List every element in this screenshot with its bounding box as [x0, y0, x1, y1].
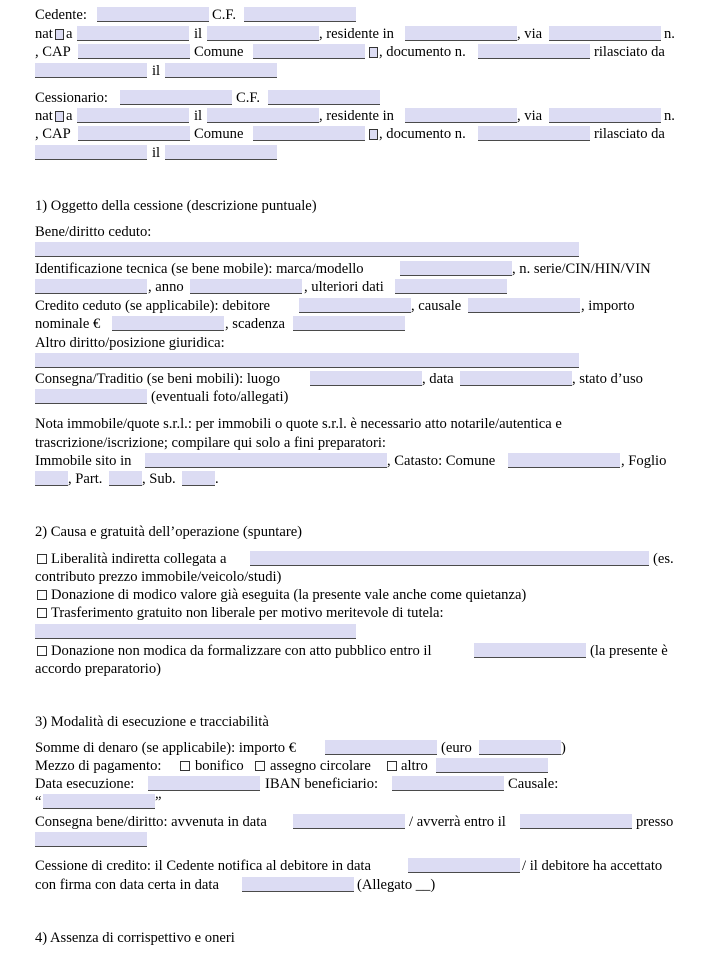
- cessione-credito-label: Cessione di credito: il Cedente notifica al debitore in data: [35, 858, 371, 874]
- foglio-label: , Foglio: [621, 453, 667, 469]
- amount-field[interactable]: [325, 740, 437, 755]
- cedente-birthdate-field[interactable]: [207, 26, 319, 41]
- handover-deadline-field[interactable]: [520, 814, 632, 829]
- liberalita-label: Liberalità indiretta collegata a: [51, 551, 227, 567]
- causale-label: , causale: [411, 298, 462, 314]
- condition-field[interactable]: [35, 389, 147, 404]
- firma-label: con firma con data certa in data: [35, 877, 219, 893]
- subalterno-field[interactable]: [182, 471, 215, 486]
- foto-label: (eventuali foto/allegati): [151, 389, 289, 405]
- nota-line-2: trascrizione/iscrizione; compilare qui solo a fini preparatori:: [35, 435, 386, 451]
- cedente-issue-date-field[interactable]: [165, 63, 277, 78]
- consegna-label: Consegna/Traditio (se beni mobili): luogo: [35, 371, 281, 387]
- debitore-accettato-label: / il debitore ha accettato: [522, 858, 663, 874]
- model-field[interactable]: [400, 261, 512, 276]
- cedente-n-label: n.: [664, 26, 675, 42]
- cedente-label: Cedente:: [35, 7, 87, 23]
- stato-label: , stato d’uso: [572, 371, 643, 387]
- handover-place-field[interactable]: [35, 832, 147, 847]
- end-dot: .: [215, 471, 219, 487]
- property-location-field[interactable]: [145, 453, 387, 468]
- reason-field[interactable]: [468, 298, 580, 313]
- catasto-comune-field[interactable]: [508, 453, 620, 468]
- cessionario-name-field[interactable]: [120, 90, 232, 105]
- consegna-bene-label: Consegna bene/diritto: avvenuta in data: [35, 814, 267, 830]
- data-label: , data: [422, 371, 454, 387]
- donazione-non-modica-label: Donazione non modica da formalizzare con atto pubblico entro il: [51, 643, 432, 659]
- part-label: , Part.: [68, 471, 103, 487]
- catasto-label: , Catasto: Comune: [387, 453, 496, 469]
- trasferimento-checkbox[interactable]: [37, 608, 47, 618]
- particella-field[interactable]: [109, 471, 142, 486]
- cedente-rilasciato-label: rilasciato da: [594, 44, 665, 60]
- cessionario-documento-label: , documento n.: [379, 126, 466, 142]
- nota-line-1: Nota immobile/quote s.r.l.: per immobili o quote s.r.l. è necessario atto notarile/autentica e: [35, 416, 562, 432]
- somme-label: Somme di denaro (se applicabile): importo €: [35, 740, 296, 756]
- cessionario-il-label: il: [194, 108, 203, 124]
- cessionario-document-field[interactable]: [478, 126, 590, 141]
- liberalita-checkbox[interactable]: [37, 554, 47, 564]
- cedente-cap-label: , CAP: [35, 44, 71, 60]
- handover-date-field[interactable]: [293, 814, 405, 829]
- causale-field[interactable]: [43, 794, 155, 809]
- liberalita-cont: contributo prezzo immobile/veicolo/studi): [35, 569, 282, 585]
- sub-label: , Sub.: [142, 471, 176, 487]
- section-3-title: 3) Modalità di esecuzione e tracciabilità: [35, 714, 269, 730]
- bonifico-label: bonifico: [195, 758, 244, 774]
- cessionario-nato-label: nat: [35, 108, 53, 124]
- donazione-modico-label: Donazione di modico valore già eseguita (la presente vale anche come quietanza): [51, 587, 527, 603]
- cedente-nato-label: nat: [35, 26, 53, 42]
- altro-diritto-field[interactable]: [35, 353, 579, 368]
- credito-label: Credito ceduto (se applicabile): debitore: [35, 298, 271, 314]
- cedente-birthplace-field[interactable]: [77, 26, 189, 41]
- euro-close: ): [561, 740, 566, 756]
- execution-date-field[interactable]: [148, 776, 260, 791]
- cedente-street-field[interactable]: [549, 26, 661, 41]
- cedente-cf-field[interactable]: [244, 7, 356, 22]
- cessionario-comune-label: Comune: [194, 126, 244, 142]
- immobile-label: Immobile sito in: [35, 453, 132, 469]
- section-2-title: 2) Causa e gratuità dell’operazione (spuntare): [35, 524, 303, 540]
- avverra-label: / avverrà entro il: [409, 814, 506, 830]
- cedente-province-box[interactable]: [369, 47, 378, 58]
- iban-label: IBAN beneficiario:: [265, 776, 379, 792]
- cessionario-n-label: n.: [664, 108, 675, 124]
- delivery-date-field[interactable]: [460, 371, 572, 386]
- debtor-field[interactable]: [299, 298, 411, 313]
- cessionario-cf-label: C.F.: [236, 90, 260, 106]
- donazione-date-field[interactable]: [474, 643, 586, 658]
- donazione-tail: (la presente è: [590, 643, 668, 659]
- certain-date-field[interactable]: [242, 877, 354, 892]
- cessionario-gender-checkbox[interactable]: [55, 111, 64, 122]
- liberalita-field[interactable]: [250, 551, 649, 566]
- bonifico-checkbox[interactable]: [180, 761, 190, 771]
- amount-words-field[interactable]: [479, 740, 561, 755]
- trasferimento-label: Trasferimento gratuito non liberale per motivo meritevole di tutela:: [51, 605, 444, 621]
- cedente-via-label: , via: [517, 26, 543, 42]
- data-esecuzione-label: Data esecuzione:: [35, 776, 135, 792]
- year-field[interactable]: [190, 279, 302, 294]
- bene-label: Bene/diritto ceduto:: [35, 224, 152, 240]
- cessionario-via-label: , via: [517, 108, 543, 124]
- altro-mezzo-field[interactable]: [436, 758, 548, 773]
- quote-close: ”: [155, 794, 162, 810]
- euro-open: (euro: [441, 740, 472, 756]
- assegno-checkbox[interactable]: [255, 761, 265, 771]
- cessionario-label: Cessionario:: [35, 90, 108, 106]
- cessionario-residence-field[interactable]: [405, 108, 517, 123]
- scadenza-label: , scadenza: [225, 316, 285, 332]
- cedente-name-field[interactable]: [97, 7, 209, 22]
- ulteriori-label: , ulteriori dati: [304, 279, 384, 295]
- cessionario-province-box[interactable]: [369, 129, 378, 140]
- delivery-place-field[interactable]: [310, 371, 422, 386]
- cessionario-il2-label: il: [152, 145, 161, 161]
- donazione-cont: accordo preparatorio): [35, 661, 161, 677]
- ident-label: Identificazione tecnica (se bene mobile): marca/modello: [35, 261, 364, 277]
- iban-field[interactable]: [392, 776, 504, 791]
- altro-checkbox[interactable]: [387, 761, 397, 771]
- causale-pay-label: Causale:: [508, 776, 559, 792]
- donazione-modico-checkbox[interactable]: [37, 590, 47, 600]
- nominale-label: nominale €: [35, 316, 101, 332]
- liberalita-tail: (es.: [653, 551, 674, 567]
- quote-open: “: [35, 794, 42, 810]
- nominal-amount-field[interactable]: [112, 316, 224, 331]
- altro-diritto-label: Altro diritto/posizione giuridica:: [35, 335, 225, 351]
- allegato-label: (Allegato __): [357, 877, 436, 893]
- further-data-field[interactable]: [395, 279, 507, 294]
- cedente-cap-field[interactable]: [78, 44, 190, 59]
- cessionario-rilasciato-label: rilasciato da: [594, 126, 665, 142]
- cessionario-cap-field[interactable]: [78, 126, 190, 141]
- cessionario-birthdate-field[interactable]: [207, 108, 319, 123]
- anno-label: , anno: [148, 279, 184, 295]
- cedente-il-label: il: [194, 26, 203, 42]
- notification-date-field[interactable]: [408, 858, 520, 873]
- cessionario-birthplace-field[interactable]: [77, 108, 189, 123]
- cessionario-residente-label: , residente in: [319, 108, 394, 124]
- cessionario-issue-date-field[interactable]: [165, 145, 277, 160]
- section-4-title: 4) Assenza di corrispettivo e oneri: [35, 930, 235, 946]
- cessionario-cf-field[interactable]: [268, 90, 380, 105]
- cedente-a-label: a: [66, 26, 73, 42]
- cedente-il2-label: il: [152, 63, 161, 79]
- cedente-cf-label: C.F.: [212, 7, 236, 23]
- donazione-non-modica-checkbox[interactable]: [37, 646, 47, 656]
- serie-label: , n. serie/CIN/HIN/VIN: [512, 261, 651, 277]
- cedente-document-field[interactable]: [478, 44, 590, 59]
- cedente-comune-label: Comune: [194, 44, 244, 60]
- cedente-residente-label: , residente in: [319, 26, 394, 42]
- cedente-documento-label: , documento n.: [379, 44, 466, 60]
- serial-field[interactable]: [35, 279, 147, 294]
- trasferimento-field[interactable]: [35, 624, 356, 639]
- presso-label: presso: [636, 814, 674, 830]
- cessionario-a-label: a: [66, 108, 73, 124]
- cessionario-cap-label: , CAP: [35, 126, 71, 142]
- cedente-gender-checkbox[interactable]: [55, 29, 64, 40]
- cessionario-issuer-field[interactable]: [35, 145, 147, 160]
- foglio-field[interactable]: [35, 471, 68, 486]
- cessionario-comune-field[interactable]: [253, 126, 365, 141]
- mezzo-label: Mezzo di pagamento:: [35, 758, 162, 774]
- due-date-field[interactable]: [293, 316, 405, 331]
- bene-field[interactable]: [35, 242, 579, 257]
- cedente-residence-field[interactable]: [405, 26, 517, 41]
- cedente-issuer-field[interactable]: [35, 63, 147, 78]
- cedente-comune-field[interactable]: [253, 44, 365, 59]
- section-1-title: 1) Oggetto della cessione (descrizione puntuale): [35, 198, 317, 214]
- cessionario-street-field[interactable]: [549, 108, 661, 123]
- altro-label: altro: [401, 758, 428, 774]
- assegno-label: assegno circolare: [270, 758, 371, 774]
- importo-label: , importo: [581, 298, 635, 314]
